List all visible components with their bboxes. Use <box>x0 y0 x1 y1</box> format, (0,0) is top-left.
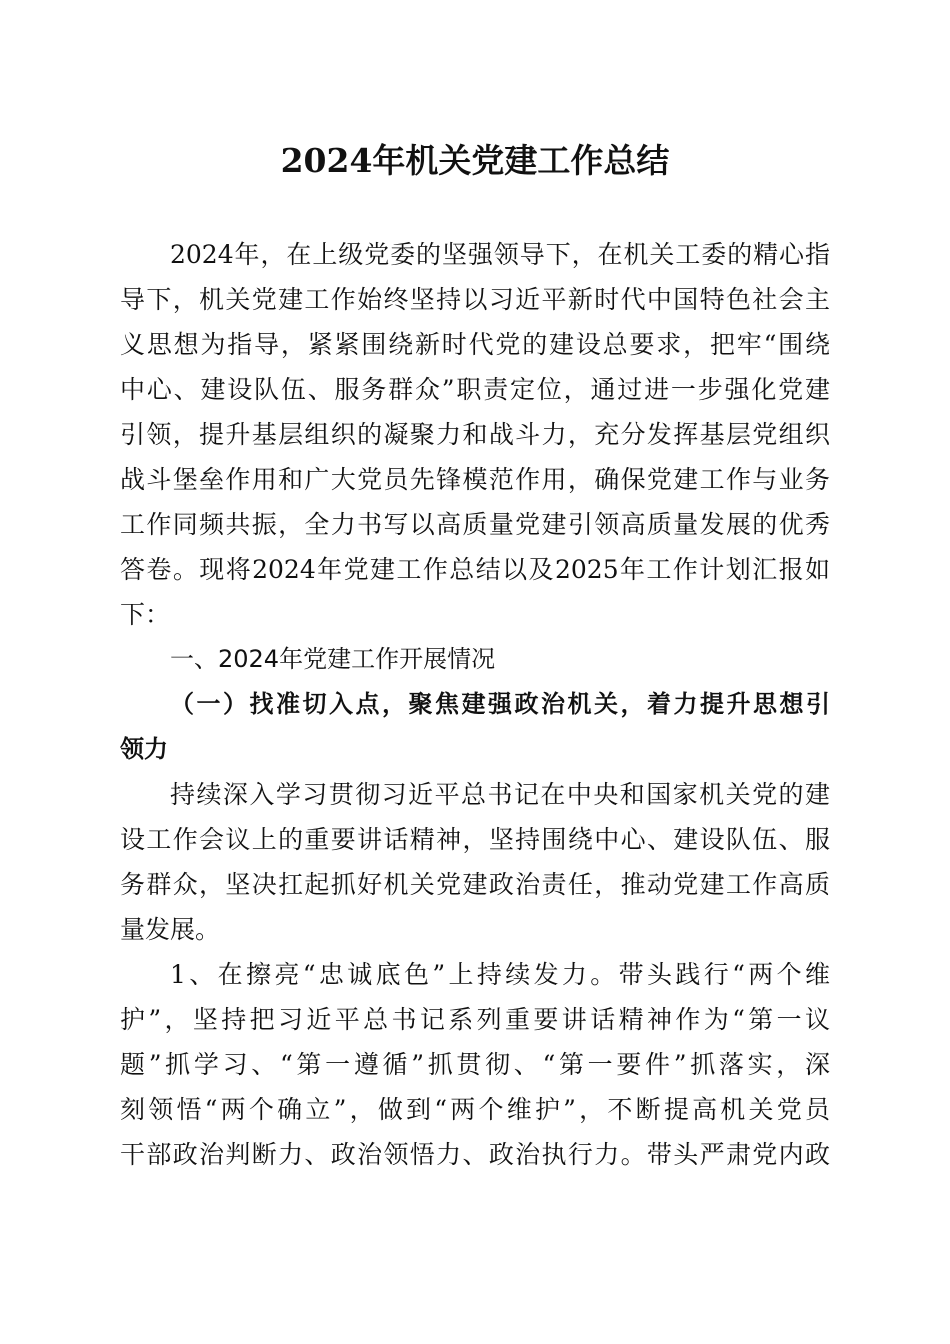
section-heading: 一、2024年党建工作开展情况 <box>170 645 496 673</box>
intro-line: 导下，机关党建工作始终坚持以习近平新时代中国特色社会主 <box>120 285 830 314</box>
intro-line: 战斗堡垒作用和广大党员先锋模范作用，确保党建工作与业务 <box>120 465 830 494</box>
paragraph-line: 务群众，坚决扛起抓好机关党建政治责任，推动党建工作高质 <box>120 870 830 899</box>
paragraph-line: 持续深入学习贯彻习近平总书记在中央和国家机关党的建 <box>170 780 830 809</box>
intro-line: 中心、建设队伍、服务群众”职责定位，通过进一步强化党建 <box>120 375 830 404</box>
paragraph-line: 刻领悟“两个确立”，做到“两个维护”，不断提高机关党员 <box>120 1095 830 1124</box>
paragraph-line: 护”，坚持把习近平总书记系列重要讲话精神作为“第一议 <box>120 1005 830 1034</box>
intro-line: 工作同频共振，全力书写以高质量党建引领高质量发展的优秀 <box>120 510 830 539</box>
paragraph-line: 题”抓学习、“第一遵循”抓贯彻、“第一要件”抓落实，深 <box>120 1050 830 1079</box>
subsection-heading-line: 领力 <box>120 735 168 763</box>
document-body <box>120 232 830 1177</box>
paragraph-line: 设工作会议上的重要讲话精神，坚持围绕中心、建设队伍、服 <box>120 825 830 854</box>
paragraph-line: 量发展。 <box>120 915 221 944</box>
document-title: 2024年机关党建工作总结 <box>280 141 670 180</box>
intro-line: 下： <box>120 600 171 629</box>
subsection-heading-line: （一）找准切入点，聚焦建强政治机关，着力提升思想引 <box>170 690 830 718</box>
intro-line: 答卷。现将2024年党建工作总结以及2025年工作计划汇报如 <box>120 555 830 584</box>
intro-line: 引领，提升基层组织的凝聚力和战斗力，充分发挥基层党组织 <box>120 420 830 449</box>
paragraph-line: 1、在擦亮“忠诚底色”上持续发力。带头践行“两个维 <box>170 960 830 989</box>
intro-line: 2024年，在上级党委的坚强领导下，在机关工委的精心指 <box>170 240 830 269</box>
intro-line: 义思想为指导，紧紧围绕新时代党的建设总要求，把牢“围绕 <box>120 330 830 359</box>
paragraph-line: 干部政治判断力、政治领悟力、政治执行力。带头严肃党内政 <box>120 1140 830 1169</box>
